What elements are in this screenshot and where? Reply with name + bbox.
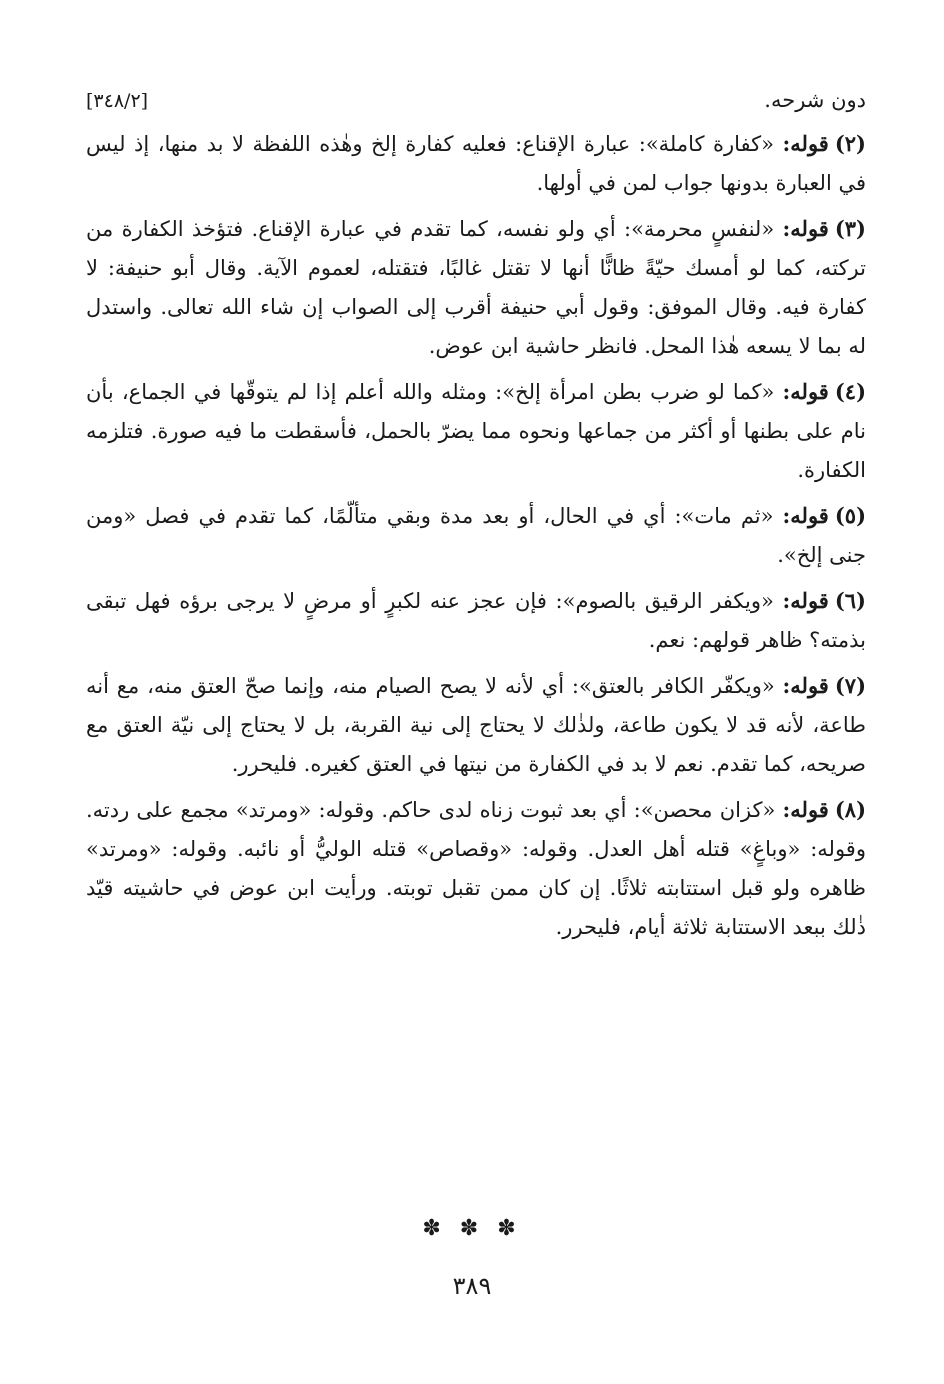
header-lead-text: دون شرحه. [764, 88, 866, 112]
footnote-7 [86, 666, 866, 784]
footnote-keyword: قوله: [782, 797, 829, 822]
footnote-number: (٦) [834, 588, 866, 613]
footnote-2 [86, 124, 866, 203]
footnote-keyword: قوله: [782, 673, 829, 698]
footnote-keyword: قوله: [782, 503, 829, 528]
footnote-number: (٤) [834, 379, 866, 404]
footnote-4 [86, 372, 866, 490]
footnote-number: (٢) [834, 131, 866, 156]
footnote-text: «كزان محصن»: أي بعد ثبوت زناه لدى حاكم. وقوله: «ومرتد» مجمع على ردته. وقوله: «وباغٍ» قتله أهل العدل. وقوله: «وقصاص» قتله الوليُّ أو نائبه. وقوله: «ومرتد» ظاهره ولو قبل استتابته ثلاثًا. إن كان ممن تقبل توبته. ورأيت ابن عوض في حاشيته قيّد ذٰلك ببعد الاستتابة ثلاثة أيام، فليحرر. [86, 798, 866, 939]
footnote-3 [86, 209, 866, 366]
footnote-keyword: قوله: [782, 379, 829, 404]
footnote-text: «ويكفر الرقيق بالصوم»: فإن عجز عنه لكبرٍ أو مرضٍ لا يرجى برؤه فهل تبقى بذمته؟ ظاهر قولهم: نعم. [86, 589, 866, 652]
footnote-number: (٨) [834, 797, 866, 822]
footnote-8 [86, 790, 866, 947]
footnote-keyword: قوله: [782, 216, 829, 241]
footnote-5 [86, 496, 866, 575]
page-number: ٣٨٩ [452, 1272, 492, 1300]
volume-page-reference: [٣٤٨/٢] [86, 90, 149, 112]
footnote-number: (٣) [834, 216, 866, 241]
footnote-text: «كما لو ضرب بطن امرأة إلخ»: ومثله والله أعلم إذا لم يتوقّها في الجماع، بأن نام على بطنها أو أكثر من جماعها ونحوه مما يضرّ بالحمل، فأسقطت ما فيه صورة. فتلزمه الكفارة. [86, 380, 866, 482]
page-header [86, 80, 866, 124]
footnote-keyword: قوله: [782, 131, 829, 156]
footnote-6 [86, 581, 866, 660]
page-body [86, 80, 866, 953]
footnote-text: «كفارة كاملة»: عبارة الإقناع: فعليه كفارة إلخ وهٰذه اللفظة لا بد منها، إذ ليس في العبارة بدونها جواب لمن في أولها. [86, 132, 866, 195]
footnote-number: (٥) [834, 503, 866, 528]
footnote-text: «ثم مات»: أي في الحال، أو بعد مدة وبقي متألّمًا، كما تقدم في فصل «ومن جنى إلخ». [86, 504, 866, 567]
footnote-keyword: قوله: [782, 588, 829, 613]
footnote-text: «ويكفّر الكافر بالعتق»: أي لأنه لا يصح الصيام منه، وإنما صحّ العتق منه، مع أنه طاعة، لأنه قد لا يكون طاعة، ولذٰلك لا يحتاج إلى نية القربة، بل لا يحتاج إلى نيّة العتق مع صريحه، كما تقدم. نعم لا بد في الكفارة من نيتها في العتق كغيره. فليحرر. [86, 674, 866, 776]
footnote-text: «لنفسٍ محرمة»: أي ولو نفسه، كما تقدم في عبارة الإقناع. فتؤخذ الكفارة من تركته، كما لو أمسك حيّةً ظانًّا أنها لا تقتل غالبًا، فتقتله، لعموم الآية. وقال أبو حنيفة: لا كفارة فيه. وقال الموفق: وقول أبي حنيفة أقرب إلى الصواب إن شاء الله تعالى. واستدل له بما لا يسعه هٰذا المحل. فانظر حاشية ابن عوض. [86, 217, 866, 358]
footnote-number: (٧) [834, 673, 866, 698]
section-separator: ✽ ✽ ✽ [422, 1216, 522, 1241]
